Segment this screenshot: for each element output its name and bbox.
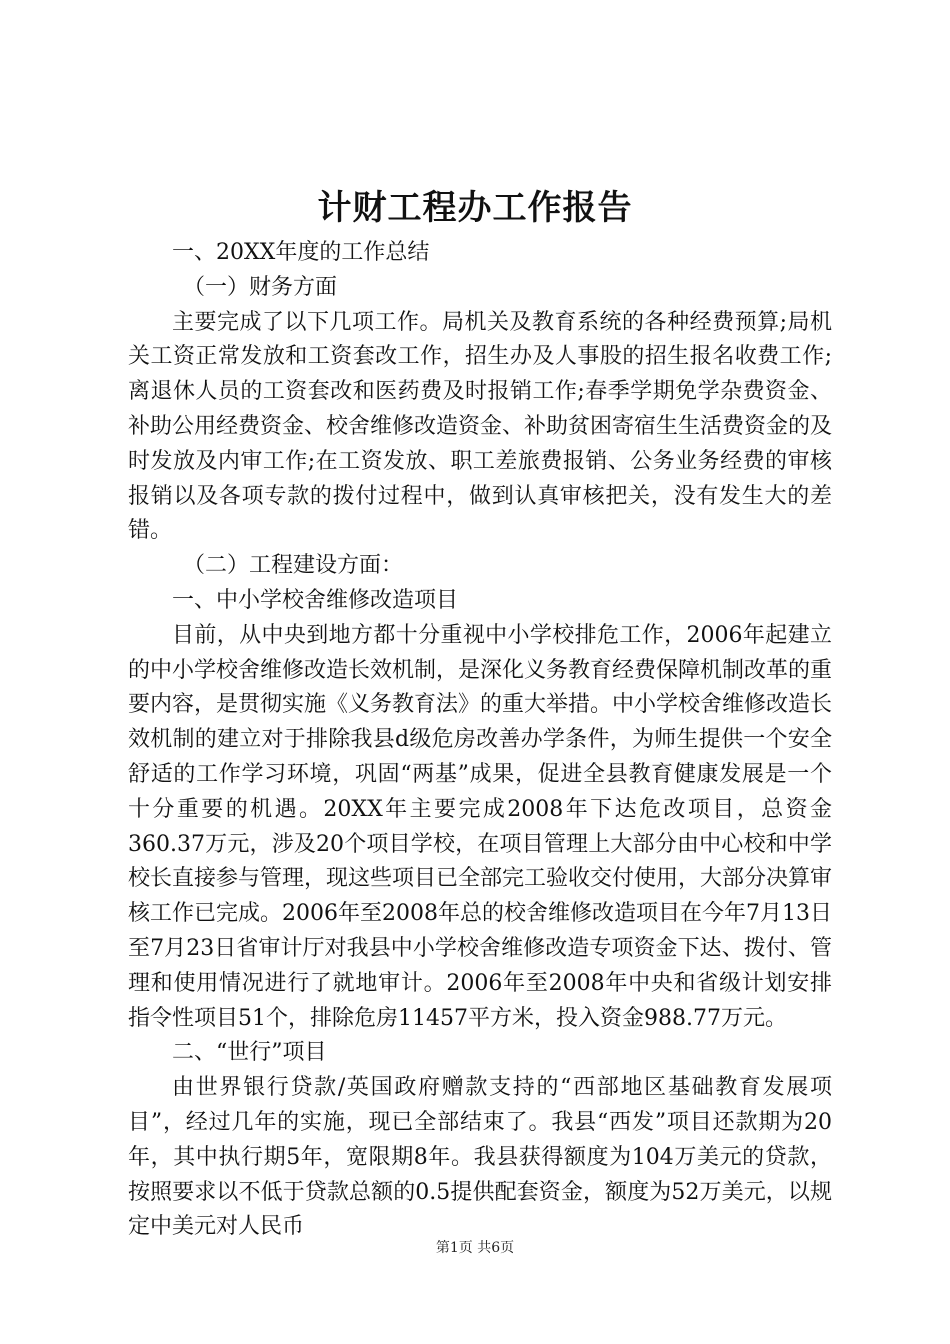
document-body (128, 236, 832, 1245)
document-title: 计财工程办工作报告 (317, 188, 633, 228)
subheading-world-bank-project: 二、“世行”项目 (172, 1040, 327, 1066)
page-number-footer: 第1页 共6页 (435, 1240, 515, 1256)
paragraph-school-repair: 目前，从中央到地方都十分重视中小学校排危工作，2006年起建立的中小学校舍维修改造长效机制，是深化义务教育经费保障机制改革的重要内容，是贯彻实施《义务教育法》的重大举措。中小学校舍维修改造长效机制的建立对于排除我县d级危房改善办学条件，为师生提供一个安全舒适的工作学习环境，巩固“两基”成果，促进全县教育健康发展是一个十分重要的机遇。20XX年主要完成2008年下达危改项目，总资金360.37万元，涉及20个项目学校，在项目管理上大部分由中心校和中学校长直接参与管理，现这些项目已全部完工验收交付使用，大部分决算审核工作已完成。2006年至2008年总的校舍维修改造项目在今年7月13日至7月23日省审计厅对我县中小学校舍维修改造专项资金下达、拨付、管理和使用情况进行了就地审计。2006年至2008年中央和省级计划安排指令性项目51个，排除危房11457平方米，投入资金988.77万元。 (128, 622, 833, 1031)
paragraph-world-bank: 由世界银行贷款/英国政府赠款支持的“西部地区基础教育发展项目”，经过几年的实施，现已全部结束了。我县“西发”项目还款期为20年，其中执行期5年，宽限期8年。我县获得额度为104万美元的贷款，按照要求以不低于贷款总额的0.5提供配套资金，额度为52万美元，以规定中美元对人民币 (128, 1075, 832, 1240)
subheading-engineering: （二）工程建设方面： (183, 553, 404, 579)
subheading-finance: （一）财务方面 (183, 274, 338, 300)
paragraph-finance-work: 主要完成了以下几项工作。局机关及教育系统的各种经费预算;局机关工资正常发放和工资套改工作，招生办及人事股的招生报名收费工作;离退休人员的工资套改和医药费及时报销工作;春季学期免学杂费资金、补助公用经费资金、校舍维修改造资金、补助贫困寄宿生生活费资金的及时发放及内审工作;在工资发放、职工差旅费报销、公务业务经费的审核报销以及各项专款的拨付过程中，做到认真审核把关，没有发生大的差错。 (128, 309, 833, 544)
subheading-school-repair-project: 一、中小学校舍维修改造项目 (172, 587, 459, 613)
section-heading-annual-summary: 一、20XX年度的工作总结 (172, 240, 430, 265)
